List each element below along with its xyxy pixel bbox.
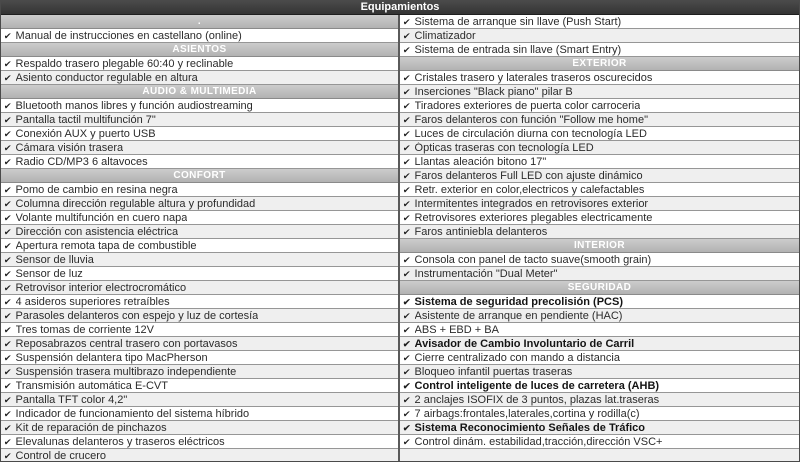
equipment-item <box>400 309 799 323</box>
check-icon: ✔ <box>402 380 412 391</box>
equipment-item <box>400 337 799 351</box>
check-icon: ✔ <box>3 156 13 167</box>
equipment-item <box>400 183 799 197</box>
equipment-item <box>1 113 398 127</box>
equipment-item-label: Retr. exterior en color,electricos y calefactables <box>414 183 645 196</box>
table-title: Equipamientos <box>1 1 799 15</box>
check-icon: ✔ <box>402 296 412 307</box>
check-icon: ✔ <box>402 156 412 167</box>
equipment-item-label: Parasoles delanteros con espejo y luz de cortesía <box>15 309 259 322</box>
equipment-item <box>400 407 799 421</box>
section-header-label: AUDIO & MULTIMEDIA <box>142 85 257 97</box>
equipment-item-label: Retrovisor interior electrocromático <box>15 281 187 294</box>
equipment-item-label: Sistema de seguridad precolisión (PCS) <box>414 295 623 308</box>
check-icon: ✔ <box>3 380 13 391</box>
equipment-item <box>400 15 799 29</box>
equipment-item <box>1 127 398 141</box>
equipment-item <box>1 421 398 435</box>
check-icon: ✔ <box>3 226 13 237</box>
check-icon: ✔ <box>3 310 13 321</box>
equipment-item <box>1 407 398 421</box>
check-icon: ✔ <box>3 254 13 265</box>
check-icon: ✔ <box>402 16 412 27</box>
equipment-item-label: Volante multifunción en cuero napa <box>15 211 188 224</box>
equipment-item <box>1 197 398 211</box>
check-icon: ✔ <box>3 100 13 111</box>
check-icon: ✔ <box>3 268 13 279</box>
equipment-item <box>400 141 799 155</box>
equipment-item <box>1 281 398 295</box>
equipment-item <box>400 169 799 183</box>
equipment-item-label: Bluetooth manos libres y función audiostreaming <box>15 99 253 112</box>
equipment-item <box>400 71 799 85</box>
equipment-item-label: Llantas aleación bitono 17" <box>414 155 547 168</box>
section-header-label: ASIENTOS <box>172 43 227 55</box>
equipment-item <box>400 127 799 141</box>
check-icon: ✔ <box>402 198 412 209</box>
check-icon: ✔ <box>402 338 412 349</box>
equipment-item <box>400 43 799 57</box>
equipment-item-label: Cierre centralizado con mando a distancia <box>414 351 620 364</box>
equipment-column-right <box>400 15 799 462</box>
check-icon: ✔ <box>402 170 412 181</box>
empty-row <box>400 449 799 462</box>
equipment-item-label: Sensor de luz <box>15 267 83 280</box>
check-icon: ✔ <box>402 366 412 377</box>
equipment-item <box>1 393 398 407</box>
section-header-label: EXTERIOR <box>572 57 627 69</box>
check-icon: ✔ <box>402 114 412 125</box>
equipment-item <box>400 225 799 239</box>
equipment-item <box>1 449 398 462</box>
equipment-item-label: Control inteligente de luces de carretera (AHB) <box>414 379 660 392</box>
check-icon: ✔ <box>3 114 13 125</box>
equipment-item-label: Faros antiniebla delanteros <box>414 225 548 238</box>
equipment-item-label: Ópticas traseras con tecnología LED <box>414 141 594 154</box>
equipment-item-label: Bloqueo infantil puertas traseras <box>414 365 573 378</box>
equipment-item-label: Pantalla tactil multifunción 7" <box>15 113 156 126</box>
check-icon: ✔ <box>402 100 412 111</box>
check-icon: ✔ <box>402 184 412 195</box>
equipment-item-label: Retrovisores exteriores plegables electricamente <box>414 211 653 224</box>
equipment-item <box>1 239 398 253</box>
equipment-item-label: Sistema Reconocimiento Señales de Tráfico <box>414 421 646 434</box>
equipment-item <box>400 253 799 267</box>
equipment-item-label: Suspensión delantera tipo MacPherson <box>15 351 208 364</box>
check-icon: ✔ <box>3 296 13 307</box>
equipment-item-label: Elevalunas delanteros y traseros eléctricos <box>15 435 225 448</box>
check-icon: ✔ <box>3 422 13 433</box>
check-icon: ✔ <box>3 58 13 69</box>
equipment-item <box>400 351 799 365</box>
check-icon: ✔ <box>402 30 412 41</box>
equipment-column-left <box>1 15 400 462</box>
equipment-item-label: Kit de reparación de pinchazos <box>15 421 167 434</box>
equipment-item-label: Suspensión trasera multibrazo independiente <box>15 365 237 378</box>
equipment-item-label: Avisador de Cambio Involuntario de Carril <box>414 337 635 350</box>
check-icon: ✔ <box>402 436 412 447</box>
equipment-item <box>400 379 799 393</box>
check-icon: ✔ <box>3 72 13 83</box>
check-icon: ✔ <box>402 254 412 265</box>
check-icon: ✔ <box>402 310 412 321</box>
section-header <box>1 15 398 29</box>
section-header <box>1 85 398 99</box>
equipment-item <box>1 57 398 71</box>
equipment-item-label: Consola con panel de tacto suave(smooth grain) <box>414 253 652 266</box>
equipment-item-label: Tres tomas de corriente 12V <box>15 323 154 336</box>
equipment-item-label: Control de crucero <box>15 449 107 462</box>
equipment-item <box>1 435 398 449</box>
check-icon: ✔ <box>402 44 412 55</box>
equipment-item-label: Cámara visión trasera <box>15 141 124 154</box>
equipment-item <box>1 253 398 267</box>
equipment-item-label: Indicador de funcionamiento del sistema híbrido <box>15 407 250 420</box>
check-icon: ✔ <box>3 394 13 405</box>
equipment-item <box>1 71 398 85</box>
equipment-item-label: Radio CD/MP3 6 altavoces <box>15 155 148 168</box>
equipment-item-label: Sensor de lluvia <box>15 253 94 266</box>
check-icon: ✔ <box>402 324 412 335</box>
section-header <box>400 57 799 71</box>
check-icon: ✔ <box>402 422 412 433</box>
check-icon: ✔ <box>402 212 412 223</box>
check-icon: ✔ <box>402 268 412 279</box>
equipment-item-label: Faros delanteros con función "Follow me home" <box>414 113 648 126</box>
equipment-item-label: Transmisión automática E-CVT <box>15 379 168 392</box>
equipment-item <box>400 197 799 211</box>
equipment-item-label: Sistema de entrada sin llave (Smart Entry) <box>414 43 622 56</box>
check-icon: ✔ <box>3 366 13 377</box>
section-header-label: INTERIOR <box>574 239 625 251</box>
section-header <box>1 169 398 183</box>
equipment-item <box>1 309 398 323</box>
equipment-item <box>400 211 799 225</box>
equipment-item-label: Manual de instrucciones en castellano (online) <box>15 29 242 42</box>
equipment-item-label: Climatizador <box>414 29 476 42</box>
equipment-item-label: Luces de circulación diurna con tecnología LED <box>414 127 647 140</box>
check-icon: ✔ <box>3 450 13 461</box>
equipment-item-label: Pantalla TFT color 4,2" <box>15 393 128 406</box>
check-icon: ✔ <box>3 198 13 209</box>
equipment-item-label: Asistente de arranque en pendiente (HAC) <box>414 309 623 322</box>
equipment-item <box>1 183 398 197</box>
equipment-item-label: Pomo de cambio en resina negra <box>15 183 178 196</box>
check-icon: ✔ <box>3 142 13 153</box>
check-icon: ✔ <box>402 142 412 153</box>
equipment-item-label: Respaldo trasero plegable 60:40 y reclinable <box>15 57 234 70</box>
check-icon: ✔ <box>3 436 13 447</box>
check-icon: ✔ <box>402 86 412 97</box>
equipment-item <box>400 295 799 309</box>
check-icon: ✔ <box>402 394 412 405</box>
equipment-item <box>400 85 799 99</box>
equipment-item <box>1 267 398 281</box>
check-icon: ✔ <box>402 128 412 139</box>
check-icon: ✔ <box>402 226 412 237</box>
equipment-item <box>1 337 398 351</box>
equipment-item <box>400 99 799 113</box>
equipment-item-label: Conexión AUX y puerto USB <box>15 127 156 140</box>
equipment-item-label: Dirección con asistencia eléctrica <box>15 225 179 238</box>
equipment-item <box>400 267 799 281</box>
equipment-item-label: Sistema de arranque sin llave (Push Start) <box>414 15 622 28</box>
section-header-label: . <box>197 15 202 27</box>
equipment-item <box>400 113 799 127</box>
check-icon: ✔ <box>3 184 13 195</box>
equipment-item <box>400 421 799 435</box>
equipment-item <box>1 141 398 155</box>
equipment-item <box>400 323 799 337</box>
equipment-item-label: Columna dirección regulable altura y profundidad <box>15 197 256 210</box>
equipment-item <box>1 211 398 225</box>
equipment-item <box>400 365 799 379</box>
check-icon: ✔ <box>3 128 13 139</box>
equipment-item <box>1 365 398 379</box>
equipment-item <box>1 99 398 113</box>
equipment-item-label: Instrumentación "Dual Meter" <box>414 267 558 280</box>
equipment-item-label: Faros delanteros Full LED con ajuste dinámico <box>414 169 643 182</box>
equipment-item-label: Apertura remota tapa de combustible <box>15 239 197 252</box>
equipment-item-label: 4 asideros superiores retraíbles <box>15 295 170 308</box>
check-icon: ✔ <box>402 408 412 419</box>
equipment-item-label: Tiradores exteriores de puerta color carroceria <box>414 99 641 112</box>
equipment-item <box>1 225 398 239</box>
equipment-item-label: 7 airbags:frontales,laterales,cortina y rodilla(c) <box>414 407 640 420</box>
equipment-item <box>1 295 398 309</box>
equipment-item-label: Asiento conductor regulable en altura <box>15 71 198 84</box>
equipment-item <box>1 323 398 337</box>
equipment-item-label: Control dinám. estabilidad,tracción,dirección VSC+ <box>414 435 663 448</box>
equipment-item <box>1 155 398 169</box>
equipment-item-label: 2 anclajes ISOFIX de 3 puntos, plazas lat.traseras <box>414 393 660 406</box>
section-header <box>400 281 799 295</box>
table-columns <box>1 15 799 462</box>
section-header-label: SEGURIDAD <box>567 281 632 293</box>
equipment-item <box>1 351 398 365</box>
check-icon: ✔ <box>3 30 13 41</box>
equipment-item <box>400 435 799 449</box>
equipment-item-label: ABS + EBD + BA <box>414 323 499 336</box>
check-icon: ✔ <box>402 72 412 83</box>
check-icon: ✔ <box>3 338 13 349</box>
check-icon: ✔ <box>3 408 13 419</box>
equipment-item <box>400 155 799 169</box>
equipment-item <box>1 379 398 393</box>
check-icon: ✔ <box>3 352 13 363</box>
check-icon: ✔ <box>3 240 13 251</box>
section-header <box>1 43 398 57</box>
section-header-label: CONFORT <box>173 169 226 181</box>
equipment-item-label: Reposabrazos central trasero con portavasos <box>15 337 238 350</box>
check-icon: ✔ <box>3 282 13 293</box>
equipment-item <box>400 393 799 407</box>
check-icon: ✔ <box>402 352 412 363</box>
equipment-item <box>400 29 799 43</box>
equipment-item-label: Cristales trasero y laterales traseros oscurecidos <box>414 71 653 84</box>
section-header <box>400 239 799 253</box>
check-icon: ✔ <box>3 212 13 223</box>
equipment-item-label: Inserciones "Black piano" pilar B <box>414 85 573 98</box>
equipment-item <box>1 29 398 43</box>
equipment-item-label: Intermitentes integrados en retrovisores exterior <box>414 197 649 210</box>
check-icon: ✔ <box>3 324 13 335</box>
